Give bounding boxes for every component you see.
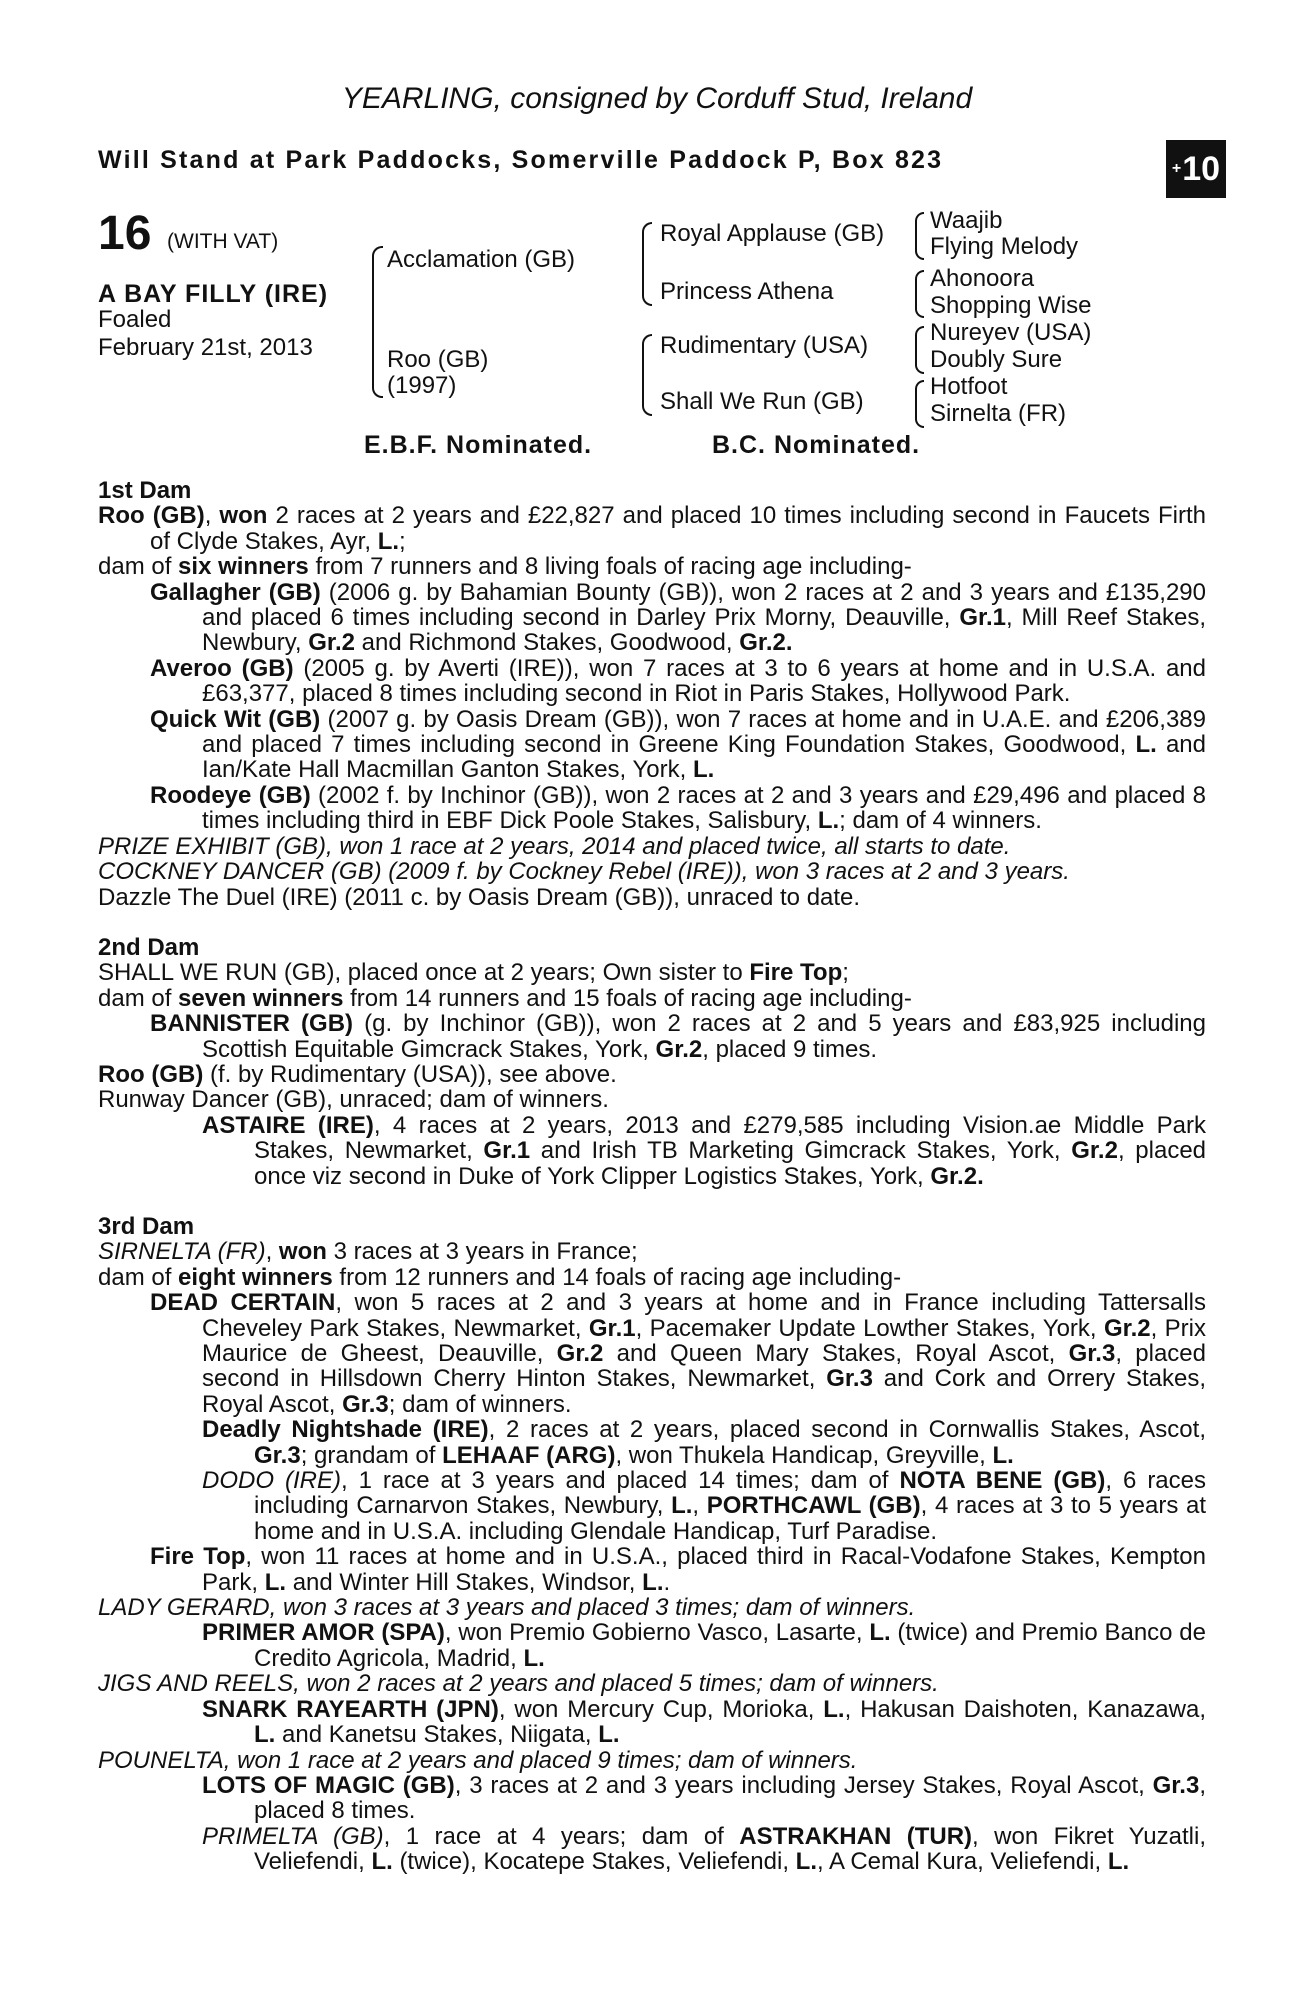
gallagher-text-2: , Mill Reef Stakes, Newbury, — [202, 604, 1206, 657]
dodo-text-2: , 6 races including Carnarvon Stakes, Newbury, — [254, 1467, 1207, 1520]
foaled-label: Foaled — [98, 306, 172, 333]
produce-averoo — [150, 656, 1206, 707]
pedigree-sds: Ahonoora — [930, 265, 1035, 292]
porthcawl-name: PORTHCAWL (GB) — [706, 1492, 921, 1520]
produce-roodeye — [150, 783, 1206, 834]
produce-gallagher — [150, 580, 1206, 656]
produce-lady-gerard: LADY GERARD, won 3 races at 3 years and placed 3 times; dam of winners. — [98, 1594, 916, 1622]
roodeye-text: (2002 f. by Inchinor (GB)), won 2 races at 2 and 3 years and £29,496 and placed 8 times including third in EBF Dick Poole Stakes, Salisbury, — [202, 781, 1206, 835]
pedigree-ssd: Flying Melody — [930, 233, 1079, 260]
produce-astaire — [202, 1113, 1206, 1189]
snark-rayearth-listed-1: L. — [823, 1695, 845, 1723]
bannister-text-2: , placed 9 times. — [702, 1035, 877, 1063]
pedigree-dds: Hotfoot — [930, 373, 1008, 400]
primer-amor-listed-2: L. — [523, 1644, 545, 1672]
produce-runway-dancer: Runway Dancer (GB), unraced; dam of winners. — [98, 1086, 609, 1114]
astrakhan-name: ASTRAKHAN (TUR) — [739, 1822, 973, 1850]
third-dam-name: SIRNELTA (FR) — [98, 1238, 266, 1266]
deadly-nightshade-text-1: , 2 races at 2 years, placed second in Cornwallis Stakes, Ascot, — [488, 1416, 1206, 1444]
pedigree-dam-sire: Rudimentary (USA) — [660, 332, 869, 359]
primelta-listed-3: L. — [1107, 1848, 1130, 1876]
dead-certain-text-1: , won 5 races at 2 and 3 years at home and in France including Tattersalls Cheveley Park Stakes, Newmarket, — [202, 1289, 1206, 1342]
gallagher-text-3: and Richmond Stakes, Goodwood, — [361, 629, 733, 657]
produce-quick-wit — [150, 707, 1206, 783]
gallagher-name: Gallagher (GB) — [150, 578, 321, 606]
third-dam-heading: 3rd Dam — [98, 1212, 195, 1240]
pedigree-dam-year: (1997) — [387, 372, 457, 399]
astaire-name: ASTAIRE (IRE) — [202, 1111, 374, 1139]
badge-number: 10 — [1182, 149, 1221, 188]
pedigree-ddd: Sirnelta (FR) — [930, 400, 1067, 427]
brace-dam — [642, 334, 652, 416]
produce-cockney-dancer: COCKNEY DANCER (GB) (2009 f. by Cockney Rebel (IRE)), won 3 races at 2 and 3 years. — [98, 858, 1070, 886]
consignment-title: YEARLING, consigned by Corduff Stud, Ireland — [341, 82, 973, 115]
deadly-nightshade-grade: Gr.3 — [254, 1441, 301, 1469]
second-dam-text-end: ; — [842, 959, 849, 987]
roodeye-text-2: ; dam of 4 winners. — [839, 807, 1042, 835]
dam-of-label: dam of — [98, 553, 172, 581]
bc-nominated: B.C. Nominated. — [712, 431, 921, 459]
fire-top-listed-1: L. — [264, 1568, 287, 1596]
dead-certain-grade-4: Gr.3 — [1068, 1340, 1116, 1367]
dead-certain-text-5: , placed second in Hillsdown Cherry Hinton Stakes, Newmarket, — [202, 1340, 1206, 1393]
second-dam-text: SHALL WE RUN (GB), placed once at 2 years; Own sister to — [98, 959, 743, 987]
first-dam-text: 2 races at 2 years and £22,827 and placed 10 times including second in Faucets Firth of Clyde Stakes, Ayr, — [150, 502, 1206, 555]
primelta-text-3: (twice), Kocatepe Stakes, Veliefendi, — [399, 1848, 789, 1876]
dodo-listed: L. — [671, 1492, 693, 1520]
fire-top-listed-2: L. — [642, 1568, 664, 1596]
dam-of-label: dam of — [98, 1263, 172, 1291]
produce-pounelta: POUNELTA, won 1 race at 2 years and placed 9 times; dam of winners. — [98, 1746, 858, 1774]
produce-bannister — [150, 1011, 1206, 1062]
third-dam-won: won — [278, 1238, 327, 1266]
second-dam-runners: from 14 runners and 15 foals of racing age including- — [350, 984, 912, 1012]
dodo-text-3: , — [692, 1492, 700, 1520]
pedigree-sdd: Shopping Wise — [930, 292, 1092, 319]
bannister-grade: Gr.2 — [655, 1035, 703, 1063]
roo-text: (f. by Rudimentary (USA)), see above. — [209, 1060, 617, 1088]
first-dam-grade: L. — [377, 527, 400, 555]
badge-plus: + — [1171, 160, 1182, 177]
produce-dead-certain — [150, 1290, 1206, 1417]
dead-certain-grade-3: Gr.2 — [556, 1340, 604, 1367]
lehaaf-name: LEHAAF (ARG) — [442, 1441, 616, 1469]
dam-of-label: dam of — [98, 984, 172, 1012]
deadly-nightshade-text-3: , won Thukela Handicap, Greyville, — [615, 1441, 986, 1469]
dodo-name: DODO (IRE) — [202, 1467, 341, 1495]
snark-rayearth-name: SNARK RAYEARTH (JPN) — [202, 1695, 499, 1723]
ebf-nominated: E.B.F. Nominated. — [364, 431, 593, 459]
astaire-grade-3: Gr.2 — [930, 1162, 978, 1190]
brace-ds — [915, 326, 924, 374]
gallagher-grade-3: Gr.2 — [739, 629, 786, 657]
pedigree-dam-dam: Shall We Run (GB) — [660, 388, 864, 415]
second-dam-sister: Fire Top — [749, 959, 843, 987]
pedigree-sss: Waajib — [930, 207, 1003, 234]
dead-certain-grade-5: Gr.3 — [826, 1365, 873, 1393]
dodo-text-1: , 1 race at 3 years and placed 14 times; dam of — [340, 1467, 889, 1495]
produce-jigs-and-reels: JIGS AND REELS, won 2 races at 2 years and placed 5 times; dam of winners. — [98, 1670, 939, 1698]
first-dam-winners: six winners — [178, 553, 309, 581]
dead-certain-text-6: and Cork and Orrery Stakes, Royal Ascot, — [202, 1365, 1206, 1418]
first-dam-name: Roo (GB) — [98, 502, 205, 530]
snark-rayearth-listed-3: L. — [598, 1721, 620, 1749]
quickwit-listed-1: L. — [1135, 731, 1157, 759]
astaire-text-2: and Irish TB Marketing Gimcrack Stakes, York, — [540, 1137, 1061, 1165]
third-dam-record: SIRNELTA (FR), won 3 races at 3 years in France; — [98, 1238, 638, 1266]
snark-rayearth-text-3: and Kanetsu Stakes, Niigata, — [282, 1721, 592, 1749]
first-dam-runners: from 7 runners and 8 living foals of racing age including- — [315, 553, 912, 581]
quickwit-name: Quick Wit (GB) — [150, 705, 321, 733]
brace-dd — [915, 380, 924, 428]
produce-primelta — [202, 1824, 1206, 1875]
dead-certain-text-3: , Prix Maurice de Gheest, Deauville, — [202, 1314, 1207, 1367]
dead-certain-grade-2: Gr.2 — [1103, 1314, 1151, 1342]
fire-top-name: Fire Top — [150, 1543, 246, 1571]
nota-bene-name: NOTA BENE (GB) — [899, 1467, 1106, 1495]
roo-name: Roo (GB) — [98, 1060, 204, 1088]
produce-fire-top — [150, 1544, 1206, 1595]
primelta-text-2: , won Fikret Yuzatli, Veliefendi, — [254, 1822, 1206, 1876]
astaire-grade-2: Gr.2 — [1071, 1137, 1118, 1165]
fire-top-text-2: and Winter Hill Stakes, Windsor, — [292, 1568, 636, 1596]
brace-sire — [642, 222, 652, 306]
produce-snark-rayearth — [202, 1697, 1206, 1748]
dead-certain-text-7: ; dam of winners. — [388, 1390, 572, 1418]
deadly-nightshade-text-2: ; grandam of — [300, 1441, 436, 1469]
stable-location: Will Stand at Park Paddocks, Somerville Paddock P, Box 823 — [98, 146, 944, 174]
quickwit-listed-2: L. — [692, 756, 715, 784]
produce-dodo — [202, 1468, 1206, 1544]
second-dam-produce-summary — [98, 986, 1206, 1011]
averoo-name: Averoo (GB) — [150, 654, 294, 682]
primer-amor-text-1: , won Premio Gobierno Vasco, Lasarte, — [444, 1619, 863, 1647]
snark-rayearth-text-1: , won Mercury Cup, Morioka, — [498, 1695, 815, 1723]
primelta-text-4: , A Cemal Kura, Veliefendi, — [816, 1848, 1102, 1876]
first-dam-produce-summary — [98, 554, 1206, 579]
fire-top-text-3: . — [663, 1568, 671, 1596]
dead-certain-grade-1: Gr.1 — [588, 1314, 636, 1342]
third-dam-winners: eight winners — [178, 1263, 333, 1291]
gallagher-grade-1: Gr.1 — [959, 604, 1007, 632]
astaire-grade-1: Gr.1 — [483, 1137, 531, 1165]
quickwit-text-2: and Ian/Kate Hall Macmillan Ganton Stakes, York, — [202, 731, 1206, 784]
primer-amor-listed-1: L. — [869, 1619, 891, 1647]
first-dam-text-end: ; — [399, 527, 406, 555]
primelta-listed-1: L. — [371, 1848, 393, 1876]
pedigree-dss: Nureyev (USA) — [930, 319, 1092, 346]
dead-certain-grade-6: Gr.3 — [342, 1390, 389, 1418]
deadly-nightshade-name: Deadly Nightshade (IRE) — [202, 1416, 489, 1444]
lots-of-magic-text-2: , placed 8 times. — [254, 1771, 1206, 1825]
lots-of-magic-grade: Gr.3 — [1152, 1771, 1200, 1799]
quickwit-text: (2007 g. by Oasis Dream (GB)), won 7 races at home and in U.A.E. and £206,389 and placed 7 times including second in Greene King Foundation Stakes, Goodwood, — [202, 705, 1206, 759]
produce-dazzle-the-duel: Dazzle The Duel (IRE) (2011 c. by Oasis Dream (GB)), unraced to date. — [98, 883, 861, 911]
snark-rayearth-listed-2: L. — [254, 1721, 276, 1749]
race-record — [98, 478, 1206, 1875]
primelta-name: PRIMELTA (GB) — [202, 1822, 384, 1850]
barn-badge — [1166, 140, 1226, 198]
second-dam-winners: seven winners — [178, 984, 344, 1012]
fire-top-text-1: , won 11 races at home and in U.S.A., placed third in Racal-Vodafone Stakes, Kempton Park, — [202, 1543, 1206, 1596]
horse-name: A BAY FILLY (IRE) — [98, 280, 329, 308]
second-dam-record — [98, 960, 1206, 985]
produce-primer-amor — [202, 1620, 1206, 1671]
produce-lots-of-magic — [202, 1773, 1206, 1824]
brace-sd — [915, 270, 924, 318]
foaled-date: February 21st, 2013 — [98, 334, 313, 361]
pedigree-sire-dam: Princess Athena — [660, 278, 834, 305]
snark-rayearth-text-2: , Hakusan Daishoten, Kanazawa, — [844, 1695, 1206, 1723]
lots-of-magic-text-1: , 3 races at 2 and 3 years including Jersey Stakes, Royal Ascot, — [454, 1771, 1145, 1799]
astaire-text-3: , placed once viz second in Duke of York Clipper Logistics Stakes, York, — [254, 1137, 1207, 1190]
produce-prize-exhibit: PRIZE EXHIBIT (GB), won 1 race at 2 years, 2014 and placed twice, all starts to date. — [98, 832, 1011, 860]
dodo-text-4: , 4 races at 3 to 5 years at home and in U.S.A. including Glendale Handicap, Turf Paradise. — [254, 1492, 1207, 1545]
second-dam-heading: 2nd Dam — [98, 933, 200, 961]
first-dam-record: Roo (GB), won 2 races at 2 years and £22,827 and placed 10 times including second in Faucets Firth of Clyde Stakes, Ayr, L.; — [98, 502, 1206, 555]
gallagher-grade-2: Gr.2 — [308, 629, 355, 657]
produce-roo — [98, 1062, 1206, 1087]
gallagher-text: (2006 g. by Bahamian Bounty (GB)), won 2 races at 2 and 3 years and £135,290 and placed 6 times including second in Darley Prix Morny, Deauville, — [202, 578, 1207, 632]
brace-gen1 — [372, 246, 383, 398]
gallagher-end: . — [785, 629, 793, 657]
dead-certain-text-2: , Pacemaker Update Lowther Stakes, York, — [635, 1314, 1097, 1342]
primelta-listed-2: L. — [795, 1848, 817, 1876]
third-dam-produce-summary — [98, 1265, 1206, 1290]
brace-ss — [915, 212, 924, 260]
primer-amor-text-2: (twice) and Premio Banco de Credito Agricola, Madrid, — [254, 1619, 1206, 1672]
astaire-end: . — [977, 1162, 984, 1190]
primelta-text-1: , 1 race at 4 years; dam of — [383, 1822, 724, 1850]
bannister-text: (g. by Inchinor (GB)), won 2 races at 2 and 5 years and £83,925 including Scottish Equitable Gimcrack Stakes, York, — [202, 1010, 1206, 1063]
primer-amor-name: PRIMER AMOR (SPA) — [202, 1619, 445, 1647]
vat-label: (WITH VAT) — [167, 230, 279, 253]
produce-deadly-nightshade — [202, 1417, 1206, 1468]
dead-certain-text-4: and Queen Mary Stakes, Royal Ascot, — [616, 1340, 1056, 1367]
bannister-name: BANNISTER (GB) — [150, 1010, 354, 1038]
first-dam-heading: 1st Dam — [98, 477, 192, 504]
pedigree-dam: Roo (GB) — [387, 346, 489, 373]
astaire-text: , 4 races at 2 years, 2013 and £279,585 including Vision.ae Middle Park Stakes, Newmarket, — [254, 1111, 1206, 1165]
pedigree-sire-sire: Royal Applause (GB) — [660, 220, 885, 247]
pedigree-dsd: Doubly Sure — [930, 346, 1063, 373]
lots-of-magic-name: LOTS OF MAGIC (GB) — [202, 1771, 455, 1799]
third-dam-text: 3 races at 3 years in France; — [333, 1238, 638, 1266]
roodeye-listed: L. — [817, 807, 840, 835]
averoo-text: (2005 g. by Averti (IRE)), won 7 races at 3 to 6 years at home and in U.S.A. and £63,377, placed 8 times including second in Riot in Paris Stakes, Hollywood Park. — [202, 654, 1206, 708]
first-dam-won: won — [219, 502, 268, 530]
third-dam-runners: from 12 runners and 14 foals of racing age including- — [339, 1263, 902, 1291]
deadly-nightshade-listed: L. — [992, 1441, 1014, 1469]
pedigree-sire: Acclamation (GB) — [387, 246, 576, 273]
roodeye-name: Roodeye (GB) — [150, 781, 311, 809]
lot-number: 16 — [98, 207, 152, 260]
dead-certain-name: DEAD CERTAIN — [150, 1289, 336, 1317]
